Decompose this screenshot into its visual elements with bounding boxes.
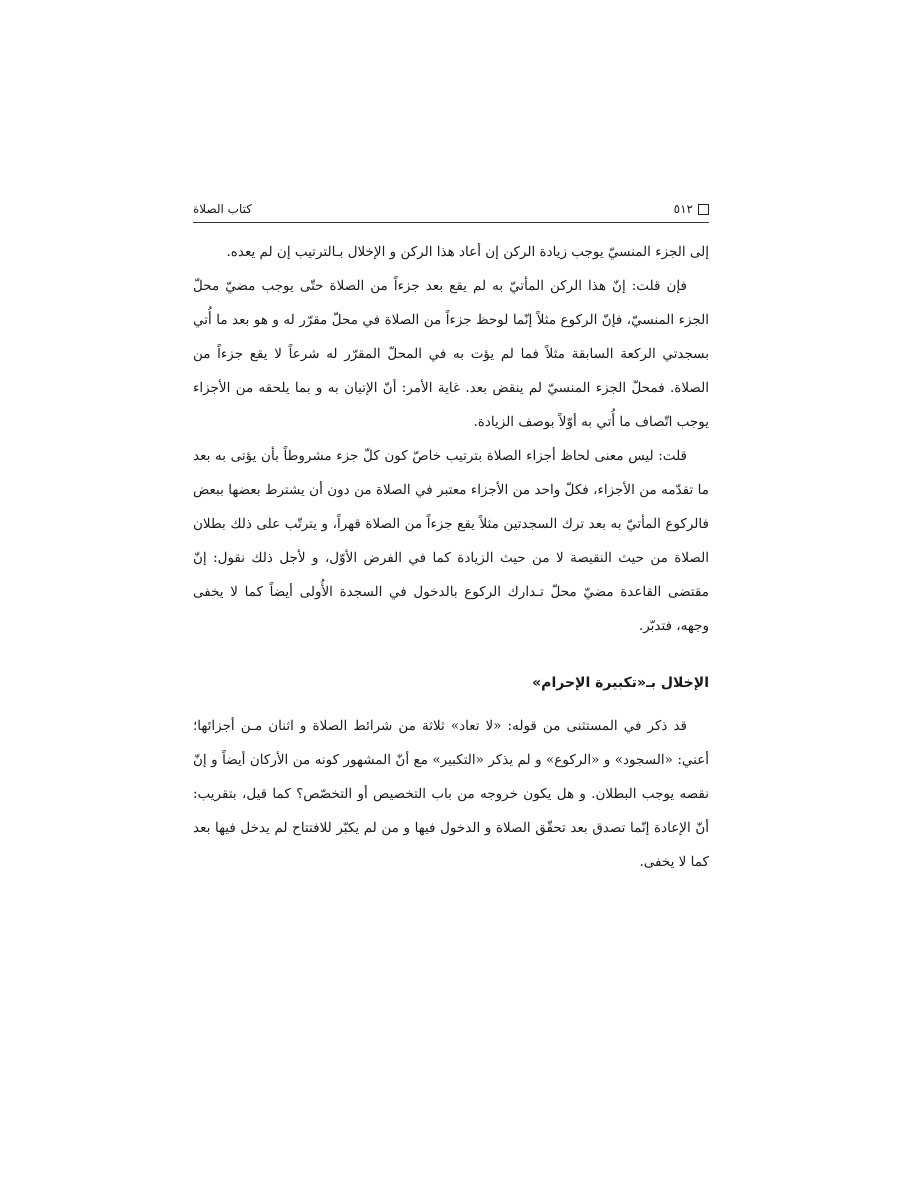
section-heading: الإخلال بـ«تكبيرة الإحرام» <box>532 675 709 691</box>
book-title: كتاب الصلاة <box>193 202 252 216</box>
page-number: ٥١٢ <box>673 202 693 216</box>
page-number-group <box>674 202 709 216</box>
paragraph: قد ذكر في المستثنى من قوله: «لا تعاد» ثلاثة من شرائط الصلاة و اثنان مـن أجزائها؛ أعني: «السجود» و «الركوع» و لم يذكر «التكبير» مع أنّ المشهور كونه من الأركان أيضاً و إنّ نقصه يوجب البطلان. و هل يكون خروجه من باب التخصيص أو التخصّص؟ كما قيل، بتقريب: أنّ الإعادة إنّما تصدق بعد تحقّق الصلاة و الدخول فيها و من لم يكبّر للافتتاح لم يدخل فيها بعد كما لا يخفى. <box>193 718 709 870</box>
body-text <box>193 235 709 879</box>
paragraph: إلى الجزء المنسيّ يوجب زيادة الركن إن أعاد هذا الركن و الإخلال بـالترتيب إن لم يعده. <box>226 244 709 260</box>
book-page <box>193 196 709 879</box>
paragraph: قلت: ليس معنى لحاظ أجزاء الصلاة بترتيب خاصّ كون كلّ جزء مشروطاً بأن يؤتى به بعد ما تقدّمه من الأجزاء، فكلّ واحد من الأجزاء معتبر في الصلاة من دون أن يشترط بعضها ببعض فالركوع المأتيّ به بعد ترك السجدتين مثلاً يقع جزءاً من الصلاة قهراً، و يترتّب على ذلك بطلان الصلاة من حيث النقيصة لا من حيث الزيادة كما في الفرض الأوّل، و لأجل ذلك نقول: إنّ مقتضى القاعدة مضيّ محلّ تـدارك الركوع بالدخول في السجدة الأُولى أيضاً كما لا يخفى وجهه، فتدبّر. <box>193 448 709 634</box>
square-box-icon <box>698 204 709 215</box>
paragraph: فإن قلت: إنّ هذا الركن المأتيّ به لم يقع بعد جزءاً من الصلاة حتّى يوجب مضيّ محلّ الجزء المنسيّ، فإنّ الركوع مثلاً إنّما لوحظ جزءاً من الصلاة في محلّ مقرّر له و هو بعد ما أُتي بسجدتي الركعة السابقة مثلاً فما لم يؤت به في المحلّ المقرّر له شرعاً لا يقع جزءاً من الصلاة. فمحلّ الجزء المنسيّ لم ينقض بعد. غاية الأمر: أنّ الإتيان به و بما يلحقه من الأجزاء يوجب اتّصاف ما أُتي به أوّلاً بوصف الزيادة. <box>193 278 709 430</box>
running-header <box>193 196 709 223</box>
